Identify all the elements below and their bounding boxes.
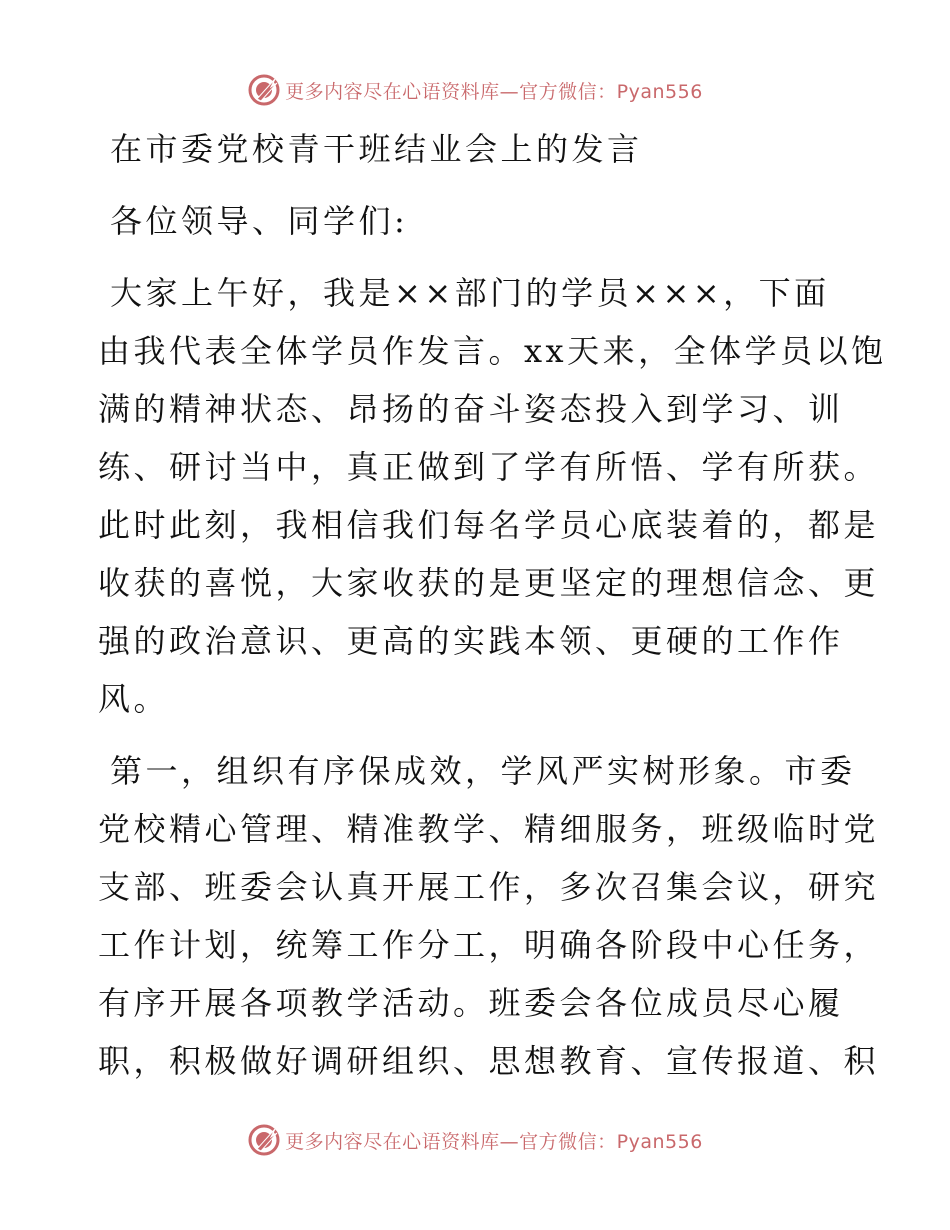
paragraph-line: 收获的喜悦，大家收获的是更坚定的理想信念、更 bbox=[98, 564, 880, 602]
paragraph-line: 大家上午好，我是××部门的学员×××，下面 bbox=[110, 274, 830, 312]
footer-watermark bbox=[0, 1120, 950, 1160]
watermark-text: 更多内容尽在心语资料库—官方微信：Pyan556 bbox=[285, 80, 703, 103]
paragraph-line: 强的政治意识、更高的实践本领、更硬的工作作 bbox=[98, 622, 844, 660]
paragraph-line: 第一，组织有序保成效，学风严实树形象。市委 bbox=[110, 752, 856, 790]
quill-logo-icon bbox=[247, 73, 281, 107]
paragraph-line: 党校精心管理、精准教学、精细服务，班级临时党 bbox=[98, 810, 880, 848]
watermark-text: 更多内容尽在心语资料库—官方微信：Pyan556 bbox=[285, 1130, 703, 1153]
header-watermark bbox=[0, 70, 950, 110]
document-title: 在市委党校青干班结业会上的发言 bbox=[110, 130, 643, 168]
paragraph-line: 此时此刻，我相信我们每名学员心底装着的，都是 bbox=[98, 506, 880, 544]
paragraph-2 bbox=[98, 742, 880, 1090]
quill-logo-icon bbox=[247, 1123, 281, 1157]
paragraph-line: 由我代表全体学员作发言。xx天来，全体学员以饱 bbox=[98, 332, 887, 370]
paragraph-line: 有序开展各项教学活动。班委会各位成员尽心履 bbox=[98, 984, 844, 1022]
paragraph-line: 支部、班委会认真开展工作，多次召集会议，研究 bbox=[98, 868, 880, 906]
paragraph-line: 工作计划，统筹工作分工，明确各阶段中心任务， bbox=[98, 926, 880, 964]
paragraph-line: 风。 bbox=[98, 680, 170, 718]
paragraph-line: 职，积极做好调研组织、思想教育、宣传报道、积 bbox=[98, 1042, 880, 1080]
paragraph-line: 满的精神状态、昂扬的奋斗姿态投入到学习、训 bbox=[98, 390, 844, 428]
salutation: 各位领导、同学们: bbox=[110, 202, 409, 240]
document-body bbox=[98, 120, 887, 1090]
paragraph-line: 练、研讨当中，真正做到了学有所悟、学有所获。 bbox=[98, 448, 880, 486]
paragraph-1 bbox=[98, 264, 887, 728]
